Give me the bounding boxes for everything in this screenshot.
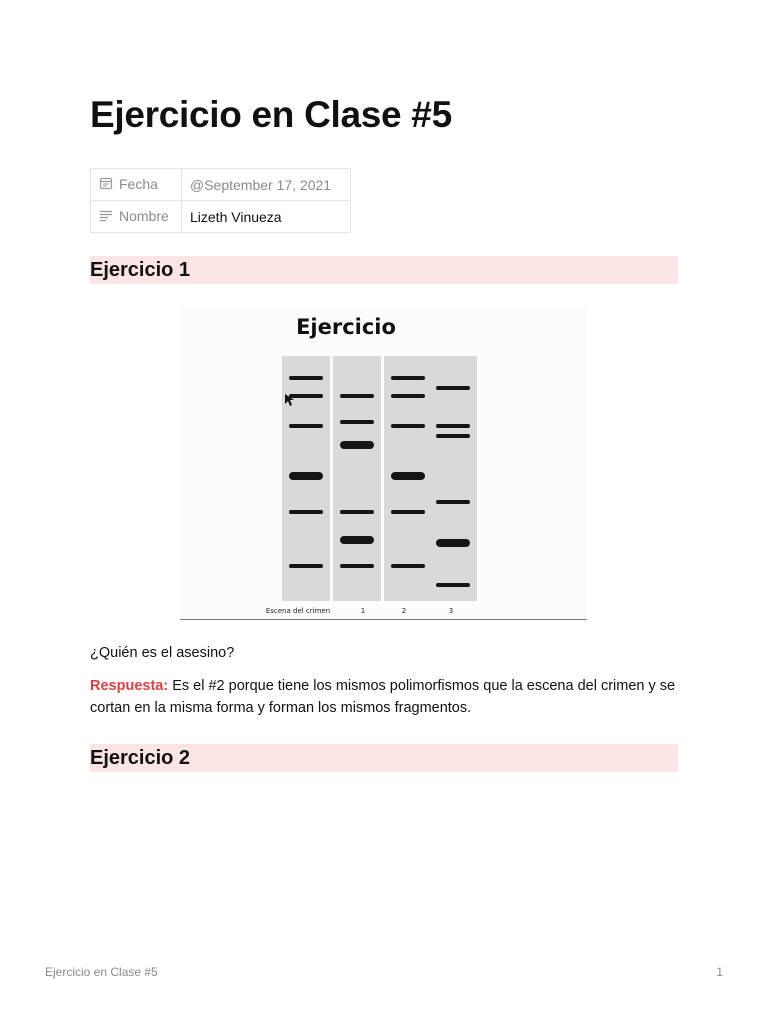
dna-band	[340, 510, 374, 514]
calendar-icon	[99, 176, 113, 193]
lane-label: 1	[360, 607, 366, 615]
gel-lane	[429, 356, 477, 601]
dna-band	[436, 434, 470, 438]
dna-band	[340, 564, 374, 568]
dna-band	[436, 386, 470, 390]
dna-band	[340, 394, 374, 398]
property-value-nombre[interactable]: Lizeth Vinueza	[182, 201, 351, 233]
property-row-fecha	[91, 169, 351, 201]
lane-label: Escena del crimen	[265, 607, 331, 615]
section-ejercicio-1	[90, 256, 678, 284]
gel-electrophoresis-figure	[180, 308, 587, 621]
section-heading: Ejercicio 1	[90, 259, 191, 281]
text-lines-icon	[99, 208, 113, 225]
property-value-fecha[interactable]: @September 17, 2021	[182, 169, 351, 201]
dna-band	[289, 472, 323, 480]
dna-band	[391, 510, 425, 514]
dna-band	[436, 500, 470, 504]
page-title: Ejercicio en Clase #5	[90, 94, 452, 135]
dna-band	[289, 510, 323, 514]
dna-band	[289, 376, 323, 380]
dna-band	[391, 424, 425, 428]
lane-label: 2	[401, 607, 407, 615]
dna-band	[436, 539, 470, 547]
dna-band	[289, 564, 323, 568]
gel-image	[180, 308, 587, 621]
property-key-label: Fecha	[119, 175, 158, 192]
footer-title: Ejercicio en Clase #5	[45, 965, 158, 979]
dna-band	[436, 424, 470, 428]
properties-table	[90, 168, 351, 233]
answer-text: Es el #2 porque tiene los mismos polimorfismos que la escena del crimen y se cortan en la misma forma y forman los mismos fragmentos.	[90, 678, 676, 716]
property-key-nombre	[91, 201, 182, 233]
dna-band	[289, 394, 323, 398]
question-text: ¿Quién es el asesino?	[90, 645, 235, 661]
dna-band	[340, 441, 374, 449]
dna-band	[289, 424, 323, 428]
property-key-label: Nombre	[119, 207, 169, 224]
dna-band	[340, 420, 374, 424]
lane-label: 3	[448, 607, 454, 615]
page-number: 1	[716, 965, 723, 979]
dna-band	[391, 394, 425, 398]
property-row-nombre	[91, 201, 351, 233]
dna-band	[391, 472, 425, 480]
dna-band	[436, 583, 470, 587]
section-ejercicio-2	[90, 744, 678, 772]
dna-band	[391, 564, 425, 568]
property-key-fecha	[91, 169, 182, 201]
section-heading: Ejercicio 2	[90, 747, 191, 769]
dna-band	[391, 376, 425, 380]
answer-label: Respuesta:	[90, 678, 169, 694]
answer-paragraph	[90, 675, 680, 719]
figure-title: Ejercicio	[296, 315, 396, 339]
dna-band	[340, 536, 374, 544]
